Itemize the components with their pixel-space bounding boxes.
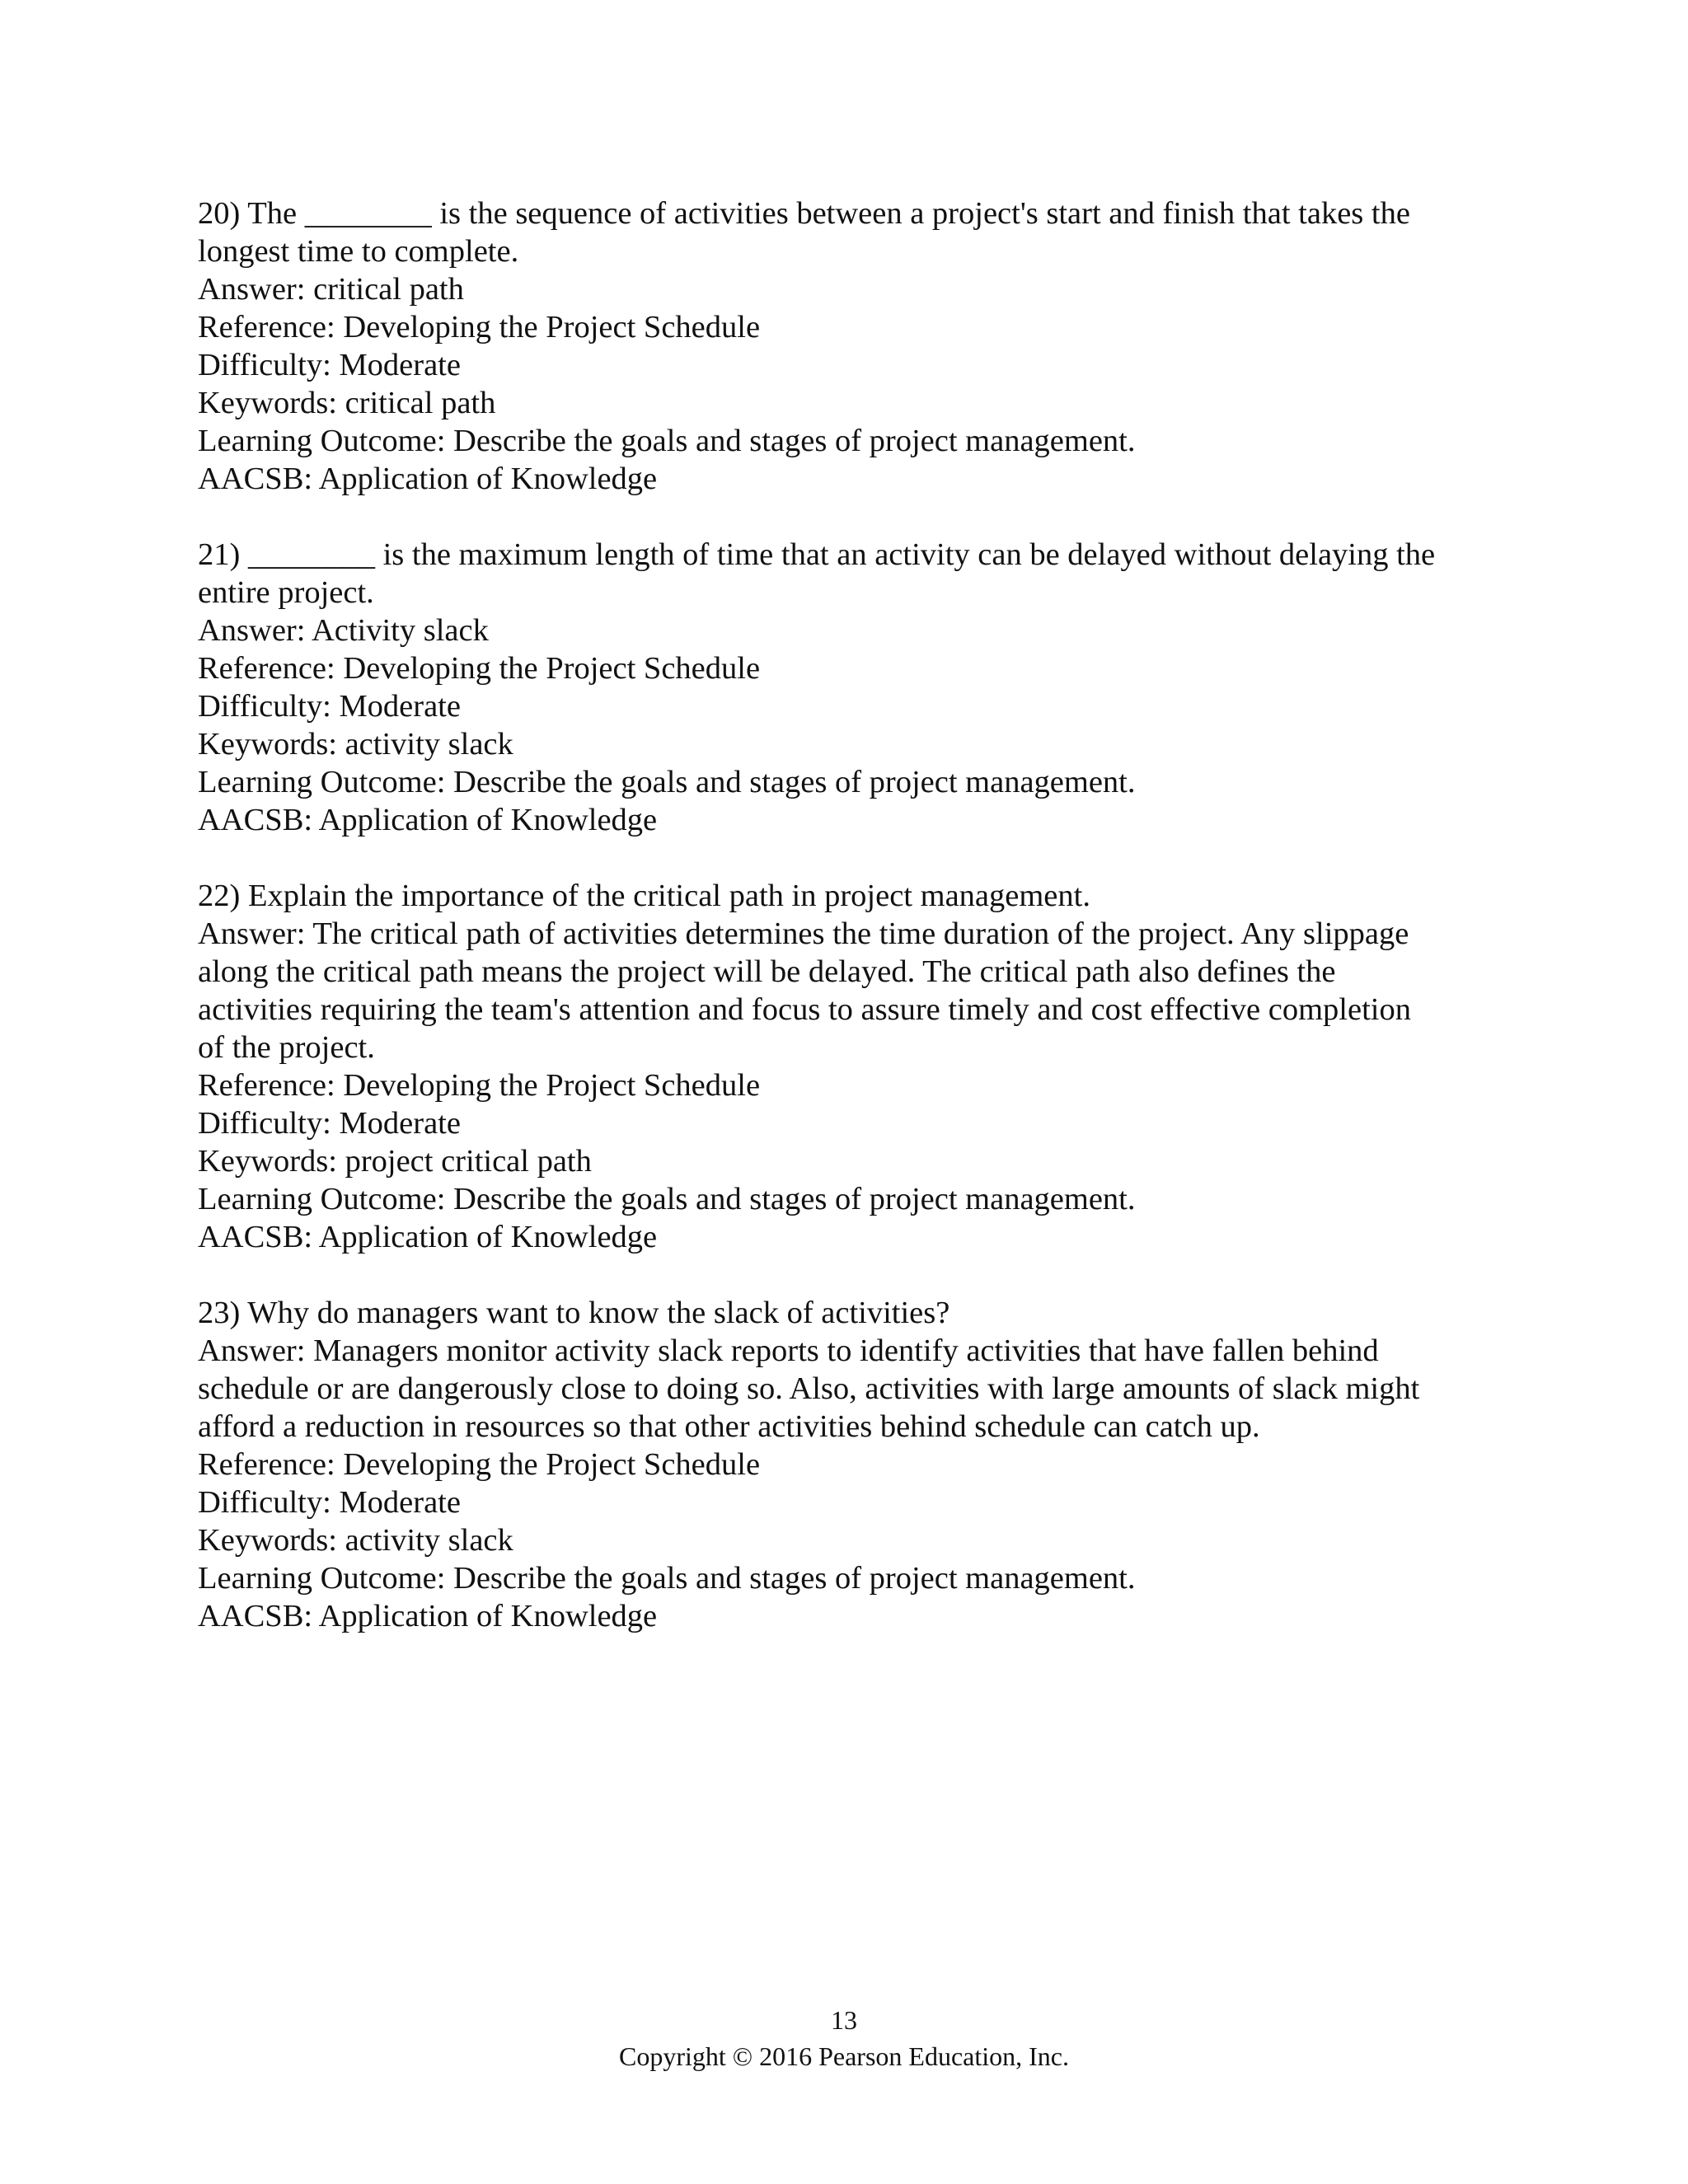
question-22 xyxy=(198,877,1517,1256)
learning-outcome-line: Learning Outcome: Describe the goals and stages of project management. xyxy=(198,1561,1136,1596)
question-text: 23) Why do managers want to know the slack of activities? xyxy=(198,1296,950,1330)
answer-line-continued: activities requiring the team's attention and focus to assure timely and cost effective completion xyxy=(198,992,1411,1027)
answer-line-continued: of the project. xyxy=(198,1030,375,1065)
aacsb-line: AACSB: Application of Knowledge xyxy=(198,1599,658,1633)
aacsb-line: AACSB: Application of Knowledge xyxy=(198,803,658,837)
question-text-continued: longest time to complete. xyxy=(198,234,519,269)
question-23 xyxy=(198,1294,1517,1635)
keywords-line: Keywords: critical path xyxy=(198,386,496,420)
difficulty-line: Difficulty: Moderate xyxy=(198,348,461,382)
keywords-line: Keywords: activity slack xyxy=(198,1523,513,1558)
reference-line: Reference: Developing the Project Schedule xyxy=(198,310,761,344)
keywords-line: Keywords: project critical path xyxy=(198,1144,592,1179)
aacsb-line: AACSB: Application of Knowledge xyxy=(198,1220,658,1254)
learning-outcome-line: Learning Outcome: Describe the goals and stages of project management. xyxy=(198,424,1136,458)
aacsb-line: AACSB: Application of Knowledge xyxy=(198,462,658,496)
question-text: 20) The ________ is the sequence of activities between a project's start and finish that takes the xyxy=(198,196,1410,231)
learning-outcome-line: Learning Outcome: Describe the goals and stages of project management. xyxy=(198,765,1136,799)
reference-line: Reference: Developing the Project Schedule xyxy=(198,1068,761,1103)
document-body xyxy=(198,194,1517,1673)
copyright-notice: Copyright © 2016 Pearson Education, Inc. xyxy=(619,2041,1069,2071)
difficulty-line: Difficulty: Moderate xyxy=(198,1485,461,1520)
question-20 xyxy=(198,194,1517,498)
answer-line: Answer: Activity slack xyxy=(198,613,489,648)
reference-line: Reference: Developing the Project Schedule xyxy=(198,651,761,686)
question-text-continued: entire project. xyxy=(198,575,374,610)
answer-line: Answer: critical path xyxy=(198,272,464,307)
answer-line-continued: afford a reduction in resources so that other activities behind schedule can catch up. xyxy=(198,1409,1260,1444)
question-text: 22) Explain the importance of the critical path in project management. xyxy=(198,879,1090,913)
answer-line: Answer: Managers monitor activity slack reports to identify activities that have fallen behind xyxy=(198,1333,1379,1368)
answer-line-continued: schedule or are dangerously close to doing so. Also, activities with large amounts of slack might xyxy=(198,1371,1420,1406)
question-text: 21) ________ is the maximum length of time that an activity can be delayed without delaying the xyxy=(198,537,1436,572)
answer-line-continued: along the critical path means the project will be delayed. The critical path also defines the xyxy=(198,954,1336,989)
reference-line: Reference: Developing the Project Schedule xyxy=(198,1447,761,1482)
difficulty-line: Difficulty: Moderate xyxy=(198,689,461,724)
page-number: 13 xyxy=(831,2005,857,2035)
learning-outcome-line: Learning Outcome: Describe the goals and stages of project management. xyxy=(198,1182,1136,1216)
answer-line: Answer: The critical path of activities determines the time duration of the project. Any slippage xyxy=(198,916,1409,951)
question-21 xyxy=(198,536,1517,839)
keywords-line: Keywords: activity slack xyxy=(198,727,513,762)
difficulty-line: Difficulty: Moderate xyxy=(198,1106,461,1141)
